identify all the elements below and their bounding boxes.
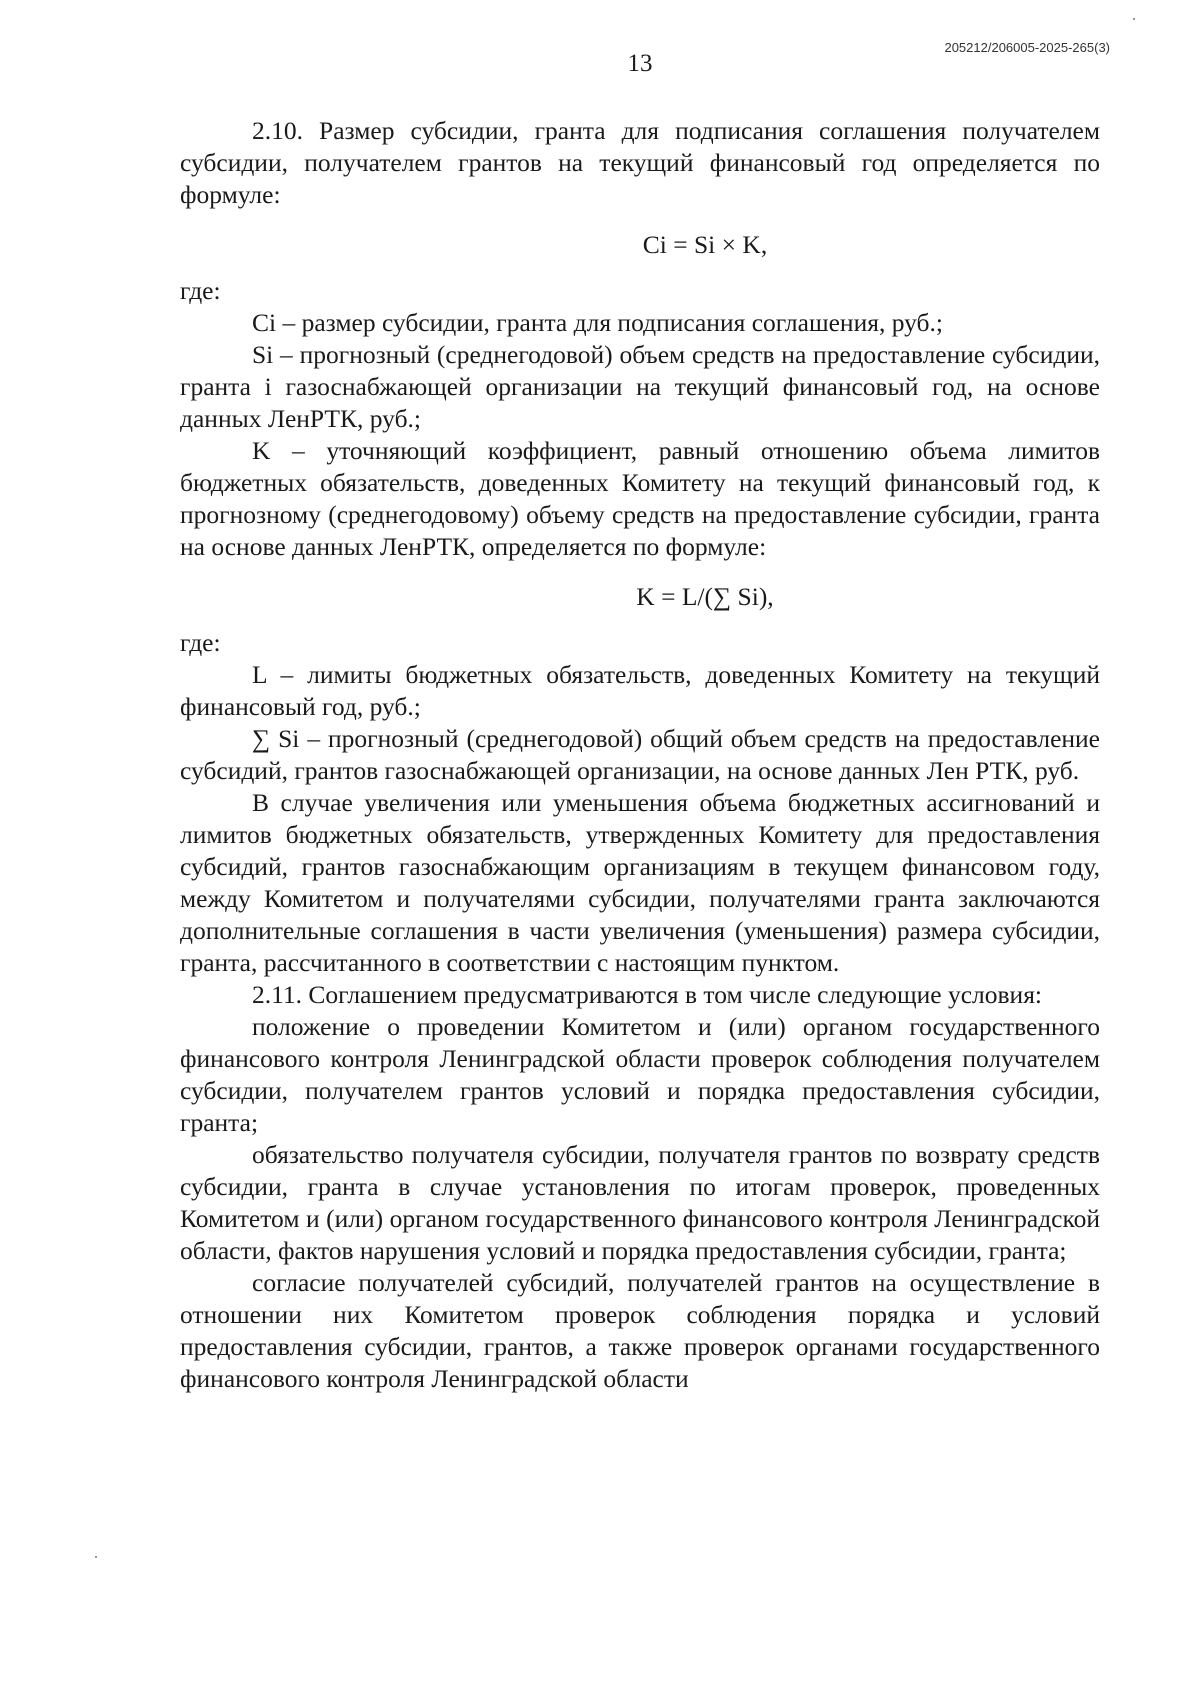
formula-ci: Ci = Si × K, <box>642 230 768 259</box>
definition-si: Si – прогнозный (среднегодовой) объем средств на предоставление субсидии, гранта i газоснабжающей организации на текущий финансовый год, на основе данных ЛенРТК, руб.; <box>180 340 1100 433</box>
definition-k: K – уточняющий коэффициент, равный отношению объема лимитов бюджетных обязательств, доведенных Комитету на текущий финансовый год, к прогнозному (среднегодовому) объему средств на предоставление субсидии, гранта на основе данных ЛенРТК, определяется по формуле: <box>180 436 1100 561</box>
definition-sum-si: ∑ Si – прогнозный (среднегодовой) общий объем средств на предоставление субсидий, грантов газоснабжающей организации, на основе данных Лен РТК, руб. <box>180 724 1100 785</box>
paragraph-budget-change: В случае увеличения или уменьшения объема бюджетных ассигнований и лимитов бюджетных обязательств, утвержденных Комитету для предоставления субсидий, грантов газоснабжающим организациям в текущем финансовом году, между Комитетом и получателями субсидии, получателями гранта заключаются дополнительные соглашения в части увеличения (уменьшения) размера субсидии, гранта, рассчитанного в соответствии с настоящим пунктом. <box>180 788 1100 977</box>
page-number: 13 <box>627 50 653 77</box>
formula-k: K = L/(∑ Si), <box>636 582 774 611</box>
definition-l: L – лимиты бюджетных обязательств, доведенных Комитету на текущий финансовый год, руб.; <box>180 660 1100 721</box>
definition-ci: Ci – размер субсидии, гранта для подписания соглашения, руб.; <box>252 308 943 337</box>
paragraph-2-10: 2.10. Размер субсидии, гранта для подписания соглашения получателем субсидии, получателем грантов на текущий финансовый год определяется по формуле: <box>180 116 1100 209</box>
paragraph-2-11: 2.11. Соглашением предусматриваются в том числе следующие условия: <box>252 980 1043 1009</box>
where-label: где: <box>180 628 221 657</box>
scan-speck <box>95 1556 97 1558</box>
document-id: 205212/206005-2025-265(3) <box>944 40 1110 55</box>
condition-refund: обязательство получателя субсидии, получателя грантов по возврату средств субсидии, гранта в случае установления по итогам проверок, проведенных Комитетом и (или) органом государственного финансового контроля Ленинградской области, фактов нарушения условий и порядка предоставления субсидии, гранта; <box>180 1140 1100 1265</box>
document-body <box>180 115 1100 1395</box>
condition-inspection: положение о проведении Комитетом и (или) органом государственного финансового контроля Ленинградской области проверок соблюдения получателем субсидии, получателем грантов условий и порядка предоставления субсидии, гранта; <box>180 1012 1100 1137</box>
scan-speck <box>1133 18 1135 20</box>
condition-consent: согласие получателей субсидий, получателей грантов на осуществление в отношении них Комитетом проверок соблюдения порядка и условий предоставления субсидии, грантов, а также проверок органами государственного финансового контроля Ленинградской области <box>180 1268 1100 1393</box>
where-label: где: <box>180 276 221 305</box>
